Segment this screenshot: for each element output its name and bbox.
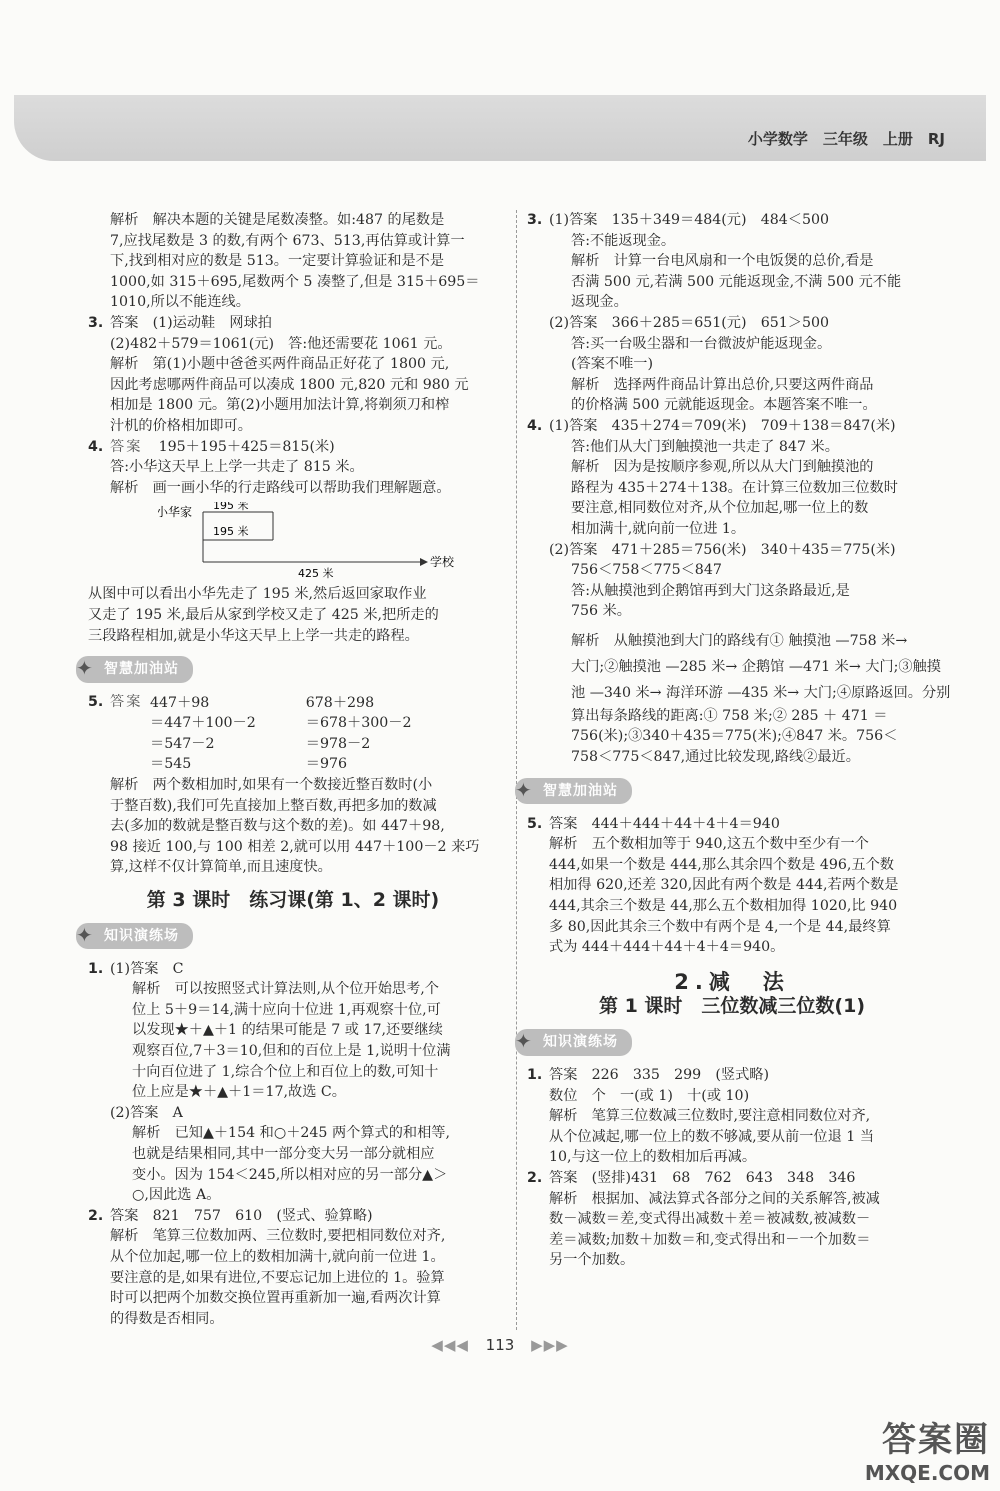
route-diagram: [158, 502, 458, 580]
lesson-1-title: 第 1 课时 三位数减三位数(1): [598, 995, 866, 1018]
section-header-zhishi: ✦ 知识演练场: [76, 923, 498, 949]
q2-explanation: 解析 解决本题的关键是尾数凑整。如:487 的尾数是 7,应找尾数是 3 的数,有两个 673、513,再估算或计算一 下,找到相对应的数是 513。一定要计算验证和是不是 1000,如 315＋695,尾数两个 5 凑整了,但是 315＋695＝ 1010,所以不能连线。: [110, 212, 480, 311]
q3: 3. 答案 (1)运动鞋 网球拍 (2)482＋579＝1061(元) 答:他还需要花 1061 元。 解析 第(1)小题中爸爸买两件商品正好花了 1800 元, 因此考虑哪两件商品可以凑成 1800 元,820 元和 980 元 相加是 1800 元。第(2)小题用加法计算,将剃须刀和榨 汁机的价格相加即可。: [88, 314, 469, 434]
r-q3: 3. (1)答案 135＋349＝484(元) 484＜500 答:不能返现金。 解析 计算一台电风扇和一个电饭煲的总价,看是 否满 500 元,若满 500 元能返现金,不满 500 元不能 返现金。 (2)答案 366＋285＝651(元) 651＞500 答:买一台吸尘器和一台微波炉能返现金。 (答案不唯一) 解析 选择两件商品计算出总价,只要这两件商品 的价格满 500 元就能返现金。本题答案不唯一。: [527, 212, 902, 414]
lesson-3-title: 第 3 课时 练习课(第 1、2 课时): [146, 889, 440, 912]
practice-2: 2. 答案 821 757 610 (竖式、验算略) 解析 笔算三位数加两、三位数时,要把相同数位对齐, 从个位加起,哪一位上的数相加满十,就向前一位进 1。 要注意的是,如果有进位,不要忘记加上进位的 1。验算 时可以把两个加数交换位置再重新加一遍,看两次计算 的得数是否相同。: [88, 1207, 446, 1327]
practice-1: 1. (1)答案 C 解析 可以按照竖式计算法则,从个位开始思考,个 位上 5＋9＝14,满十应向十位进 1,再观察十位,可 以发现★＋▲＋1 的结果可能是 7 或 17,还要继续 观察百位,7＋3＝10,但和的百位上是 1,说明十位满 十向百位进了 1,综合个位上和百位上的数,可知十 位上应是★＋▲＋1＝17,故选 C。 (2)答案 A 解析 已知▲＋154 和○＋245 两个算式的和相等, 也就是结果相同,其中一部分变大另一部分就相应 变小。因为 154＜245,所以相对应的另一部分▲＞ ○,因此选 A。: [88, 960, 451, 1204]
q4-summary: 从图中可以看出小华先走了 195 米,然后返回家取作业 又走了 195 米,最后从家到学校又走了 425 米,把所走的 三段路程相加,就是小华这天早上上学一共走的路程。: [88, 586, 439, 644]
q5: 5. 答案 447＋98 ＝447＋100－2 ＝547－2 ＝545 678＋298 ＝678＋300－2 ＝978－2 ＝976 解析 两个数相加时,如果有一个数接近整百数时(小 于整百数),我们可先直接加上整百数,再把多加的数减 去(多加的数就是整百数与这个数的差)。如 447＋98, 98 接近 100,与 100 相差 2,就可以用 447＋100－2 来巧 算,这样不仅计算简单,而且速度快。: [88, 692, 498, 878]
q5-calculations: [150, 693, 498, 775]
star-icon: ✦: [76, 922, 93, 947]
svg-text:195 米: 195 米: [213, 502, 249, 513]
chapter-title: 2.减 法: [674, 969, 790, 994]
sub-1: 1. 答案 226 335 299 (竖式略) 数位 个 一(或 1) 十(或 10) 解析 笔算三位数减三位数时,要注意相同数位对齐, 从个位减起,哪一位上的数不够减,要从前一位退 1 当 10,与这一位上的数相加后再减。: [527, 1067, 875, 1166]
page-number: 113: [485, 1336, 515, 1354]
column-divider: [516, 210, 517, 1330]
q4: 4. 答案 195＋195＋425＝815(米) 答:小华这天早上上学一共走了 815 米。 解析 画一画小华的行走路线可以帮助我们理解题意。: [88, 438, 451, 496]
r-q4: 4. (1)答案 435＋274＝709(米) 709＋138＝847(米) 答:他们从大门到触摸池一共走了 847 米。 解析 因为是按顺序参观,所以从大门到触摸池的 路程为 435＋274＋138。在计算三位数加三位数时 要注意,相同数位对齐,从个位加起,哪一位上的数 相加满十,就向前一位进 1。 (2)答案 471＋285＝756(米) 340＋435＝775(米) 756＜758＜775＜847 答:从触摸池到企鹅馆再到大门这条路最近,是 756 米。 解析 从触摸池到大门的路线有① 触摸池 —758 米→ 大门;②触摸池 —285 米→ 企鹅馆 —471 米→ 大门;③触摸 池 —340 米→ 海洋环游 —435 米→ 大门;④原路返回。分别 算出每条路线的距离:① 758 米;② 285 ＋ 471 ＝ 756(米);③340＋435＝775(米);④847 米。756＜ 758＜775＜847,通过比较发现,路线②最近。: [527, 417, 951, 766]
next-arrows-icon: ▶▶▶: [531, 1336, 569, 1354]
section-header-zhishi-2: ✦ 知识演练场: [515, 1029, 937, 1055]
route-diagram-svg: [158, 502, 458, 580]
school-label: 学校: [430, 555, 455, 570]
star-icon: ✦: [76, 656, 93, 681]
home-label: 小华家: [158, 505, 193, 520]
svg-text:195 米: 195 米: [213, 525, 249, 539]
svg-text:425 米: 425 米: [298, 567, 334, 581]
arrow-head: [420, 558, 428, 566]
section-header-zhihui: ✦ 智慧加油站: [76, 656, 498, 682]
header-title: 小学数学 三年级 上册 RJ: [747, 130, 945, 148]
watermark-logo: 答案圈 MXQE.COM: [864, 1420, 990, 1485]
left-column: [76, 210, 498, 1329]
calc-1: 447＋98 ＝447＋100－2 ＝547－2 ＝545: [150, 694, 256, 773]
section-header-zhihui-2: ✦ 智慧加油站: [515, 778, 937, 804]
star-icon: ✦: [515, 777, 532, 802]
r-q5: 5. 答案 444＋444＋44＋4＋4＝940 解析 五个数相加等于 940,这五个数中至少有一个 444,如果一个数是 444,那么其余四个数是 496,五个数 相加得 620,还差 320,因此有两个数是 444,若两个数是 444,其余三个数是 44,那么五个数相加得 1020,比 940 多 80,因此其余三个数中有两个是 4,一个是 44,最终算 式为 444＋444＋44＋4＋4＝940。: [527, 815, 899, 956]
prev-arrows-icon: ◀◀◀: [431, 1336, 469, 1354]
page-footer: [0, 1336, 1000, 1354]
right-column: [515, 210, 951, 1271]
sub-2: 2. 答案 (竖排)431 68 762 643 348 346 解析 根据加、减法算式各部分之间的关系解答,被减 数－减数＝差,变式得出减数＋差＝被减数,被减数－ 差＝减数;加数＋加数＝和,变式得出和－一个加数＝ 另一个加数。: [527, 1169, 880, 1269]
calc-2: 678＋298 ＝678＋300－2 ＝978－2 ＝976: [305, 694, 412, 773]
star-icon: ✦: [515, 1029, 532, 1053]
